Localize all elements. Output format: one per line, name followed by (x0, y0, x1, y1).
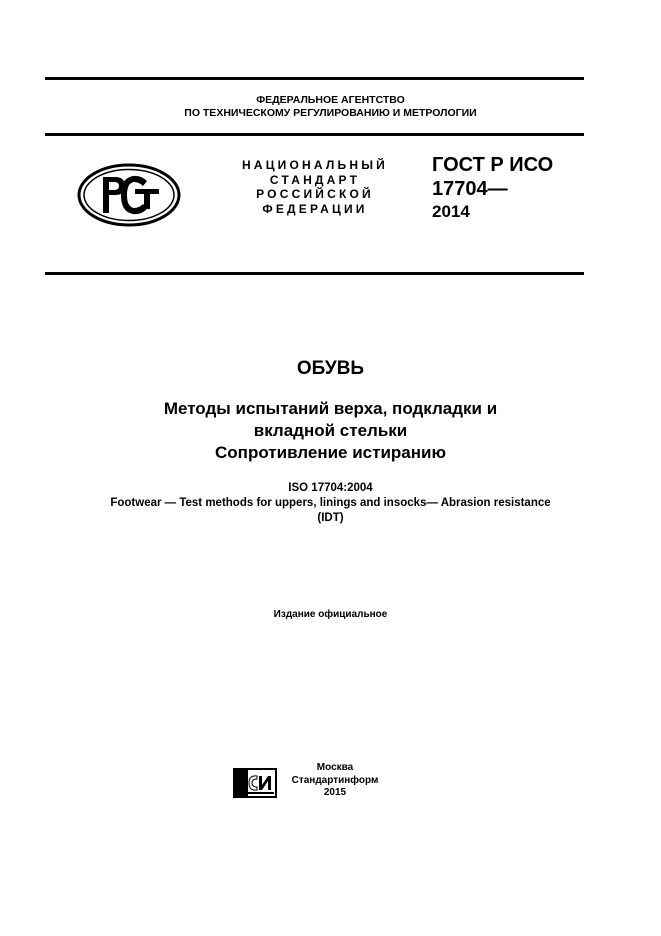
document-title: ОБУВЬ (296, 358, 365, 379)
publication-year: 2015 (323, 787, 347, 798)
agency-name (0, 94, 661, 120)
subtitle-line-3: Сопротивление истиранию (215, 443, 446, 462)
designation-line-2: 17704— (432, 178, 508, 200)
agency-line-1: ФЕДЕРАЛЬНОЕ АГЕНТСТВО (256, 94, 405, 106)
iso-english-title: Footwear — Test methods for uppers, linings and insocks— Abrasion resistance (110, 497, 551, 509)
natstd-line-1: НАЦИОНАЛЬНЫЙ (241, 158, 389, 172)
standard-designation (432, 153, 553, 223)
natstd-line-2: СТАНДАРТ (269, 172, 361, 187)
subtitle-line-1: Методы испытаний верха, подкладки и (163, 399, 498, 418)
iso-reference (0, 481, 661, 526)
publisher-city: Москва (316, 762, 354, 773)
designation-year: 2014 (432, 202, 470, 221)
publisher-block (280, 762, 390, 800)
rst-mark-icon (77, 163, 181, 227)
agency-line-2: ПО ТЕХНИЧЕСКОМУ РЕГУЛИРОВАНИЮ И МЕТРОЛОГИИ (184, 107, 477, 119)
document-subtitle (0, 398, 661, 464)
subtitle-line-2: вкладной стельки (253, 421, 408, 440)
natstd-line-4: ФЕДЕРАЦИИ (262, 201, 368, 216)
publisher-name: Стандартинформ (291, 774, 379, 786)
designation-line-1: ГОСТ Р ИСО (432, 154, 554, 176)
publisher-logo-icon (233, 768, 277, 798)
natstd-line-3: РОССИЙСКОЙ (256, 187, 374, 201)
header-bottom-rule (45, 272, 584, 275)
iso-equivalence: (IDT) (317, 512, 344, 524)
iso-number: ISO 17704:2004 (288, 482, 373, 494)
edition-label: Издание официальное (273, 609, 388, 620)
agency-rule (45, 133, 584, 136)
top-rule (45, 77, 584, 80)
national-standard-label (230, 158, 400, 216)
